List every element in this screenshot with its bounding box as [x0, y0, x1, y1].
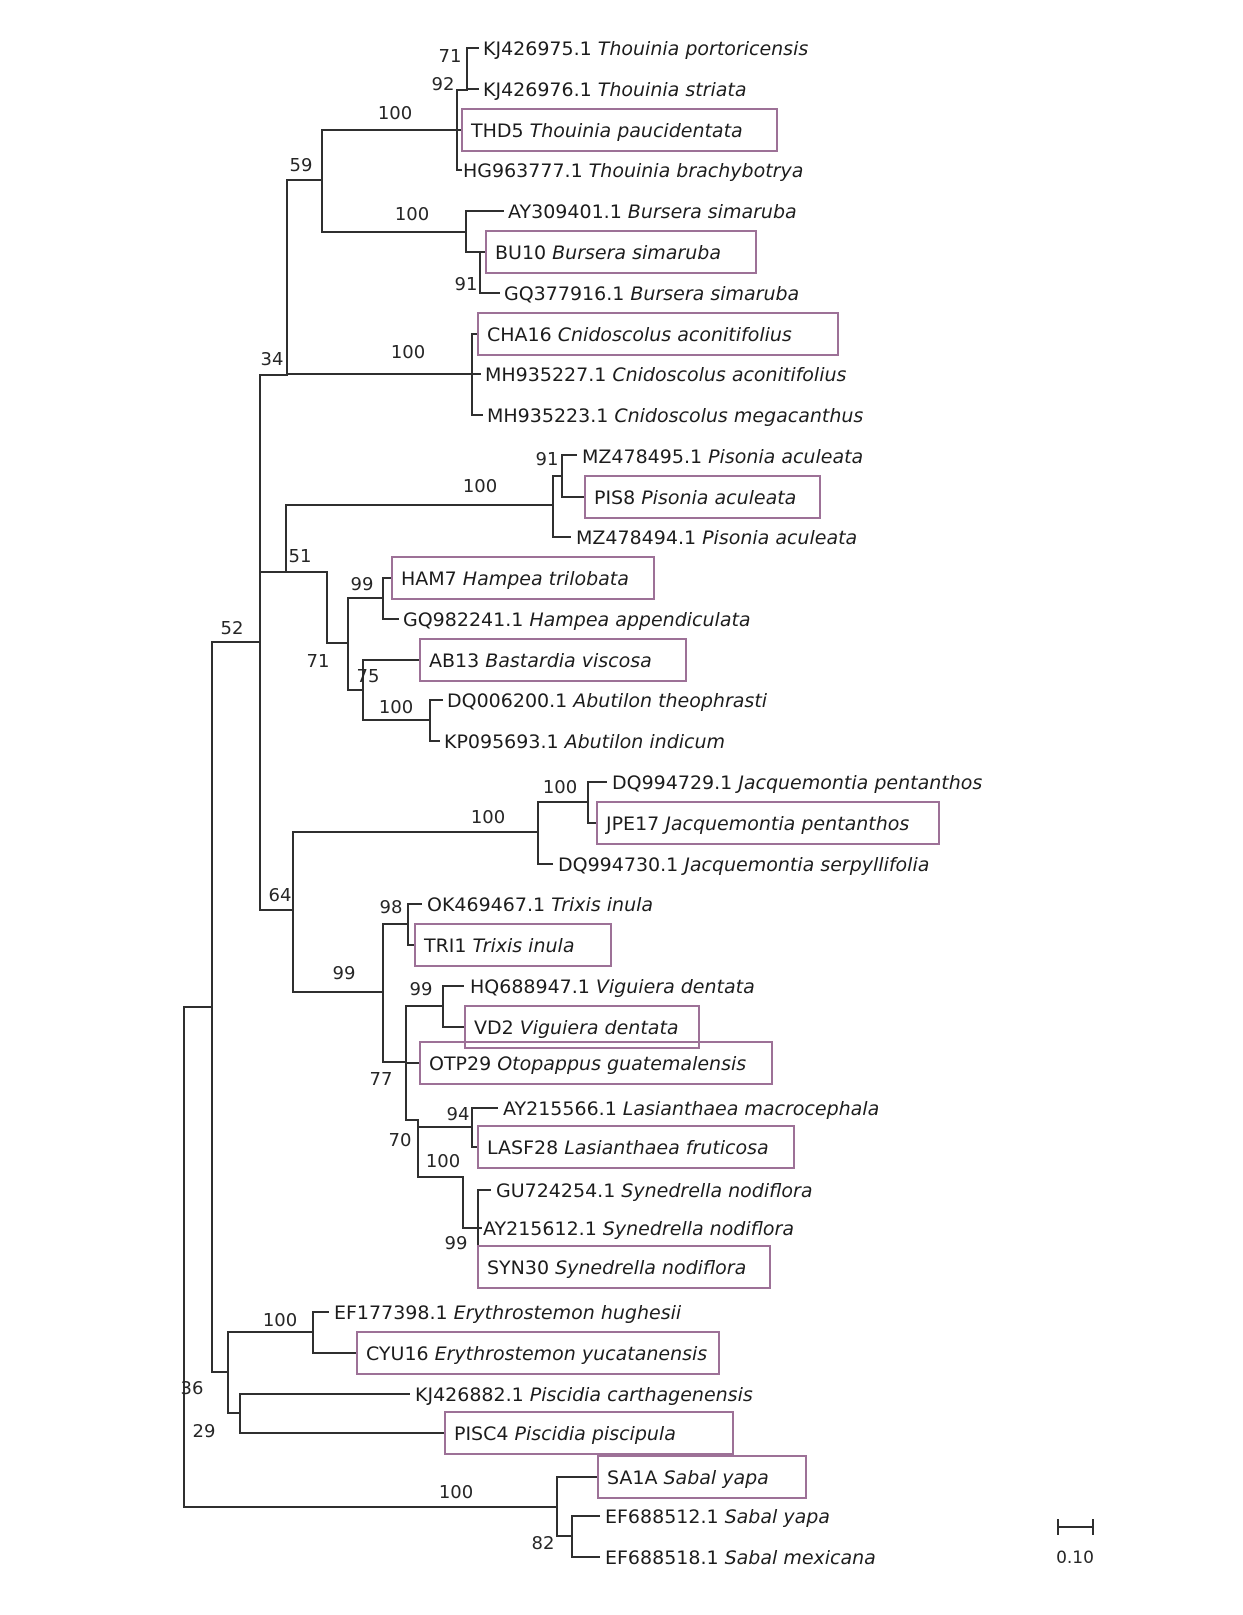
tip-MZ478495: MZ478495.1 Pisonia aculeata: [582, 446, 864, 468]
tip-DQ994730: DQ994730.1 Jacquemontia serpyllifolia: [558, 854, 930, 876]
support-value: 100: [262, 1310, 298, 1331]
tip-AY309401: AY309401.1 Bursera simaruba: [508, 201, 797, 223]
support-value: 82: [531, 1533, 555, 1554]
tip-KJ426975: KJ426975.1 Thouinia portoricensis: [483, 38, 809, 60]
support-value: 100: [438, 1482, 474, 1503]
tip-JPE17: JPE17 Jacquemontia pentanthos: [606, 813, 910, 835]
tip-SYN30: SYN30 Synedrella nodiflora: [487, 1257, 747, 1279]
tip-SA1A: SA1A Sabal yapa: [607, 1467, 769, 1489]
tip-MH935223: MH935223.1 Cnidoscolus megacanthus: [487, 405, 864, 427]
support-value: 100: [470, 807, 506, 828]
tip-LASF28: LASF28 Lasianthaea fruticosa: [487, 1137, 769, 1159]
support-value: 59: [289, 155, 313, 176]
tip-KP095693: KP095693.1 Abutilon indicum: [444, 731, 726, 753]
tip-OK469467: OK469467.1 Trixis inula: [427, 894, 654, 916]
sample-highlight-boxes: [357, 109, 939, 1498]
support-value: 71: [438, 46, 462, 67]
support-value: 100: [394, 204, 430, 225]
support-value: 100: [542, 777, 578, 798]
support-value: 51: [288, 546, 312, 567]
tip-BU10: BU10 Bursera simaruba: [495, 242, 721, 264]
tip-KJ426976: KJ426976.1 Thouinia striata: [483, 79, 747, 101]
tip-KJ426882: KJ426882.1 Piscidia carthagenensis: [415, 1384, 753, 1406]
tip-labels: [334, 38, 982, 1569]
tip-HAM7: HAM7 Hampea trilobata: [401, 568, 629, 590]
tip-AB13: AB13 Bastardia viscosa: [429, 650, 652, 672]
scale-bar-line: [1058, 1520, 1093, 1534]
support-value: 92: [431, 74, 455, 95]
tip-HG963777: HG963777.1 Thouinia brachybotrya: [463, 160, 804, 182]
support-value: 77: [369, 1069, 393, 1090]
tip-PIS8: PIS8 Pisonia aculeata: [594, 487, 797, 509]
tip-MH935227: MH935227.1 Cnidoscolus aconitifolius: [485, 364, 847, 386]
support-value: 98: [379, 897, 403, 918]
tip-AY215566: AY215566.1 Lasianthaea macrocephala: [503, 1098, 880, 1120]
support-value: 99: [409, 979, 433, 1000]
tip-DQ006200: DQ006200.1 Abutilon theophrasti: [447, 690, 768, 712]
tip-EF688518: EF688518.1 Sabal mexicana: [605, 1547, 876, 1569]
support-value: 71: [306, 651, 330, 672]
tip-OTP29: OTP29 Otopappus guatemalensis: [429, 1053, 747, 1075]
support-value: 36: [180, 1378, 204, 1399]
tip-GU724254: GU724254.1 Synedrella nodiflora: [496, 1180, 813, 1202]
tip-GQ982241: GQ982241.1 Hampea appendiculata: [403, 609, 751, 631]
tip-MZ478494: MZ478494.1 Pisonia aculeata: [576, 527, 858, 549]
tip-GQ377916: GQ377916.1 Bursera simaruba: [504, 283, 800, 305]
tip-DQ994729: DQ994729.1 Jacquemontia pentanthos: [612, 772, 983, 794]
support-value: 52: [220, 618, 244, 639]
support-value: 100: [378, 697, 414, 718]
tip-HQ688947: HQ688947.1 Viguiera dentata: [470, 976, 755, 998]
tip-CYU16: CYU16 Erythrostemon yucatanensis: [366, 1343, 708, 1365]
support-value: 100: [390, 342, 426, 363]
tip-PISC4: PISC4 Piscidia piscipula: [454, 1423, 676, 1445]
tip-THD5: THD5 Thouinia paucidentata: [471, 120, 743, 142]
support-value: 94: [446, 1104, 470, 1125]
support-value: 75: [356, 666, 380, 687]
tip-TRI1: TRI1 Trixis inula: [424, 935, 575, 957]
support-value: 99: [444, 1233, 468, 1254]
tip-EF177398: EF177398.1 Erythrostemon hughesii: [334, 1302, 682, 1324]
support-value: 34: [260, 349, 284, 370]
support-value: 99: [332, 963, 356, 984]
support-value: 29: [192, 1421, 216, 1442]
support-value: 99: [350, 574, 374, 595]
scale-bar: [1056, 1520, 1094, 1568]
support-value: 100: [377, 103, 413, 124]
support-value: 70: [388, 1130, 412, 1151]
support-value: 100: [462, 476, 498, 497]
scale-bar-label: 0.10: [1056, 1548, 1094, 1568]
support-value: 100: [425, 1151, 461, 1172]
tip-AY215612: AY215612.1 Synedrella nodiflora: [483, 1218, 794, 1240]
support-value: 91: [454, 274, 478, 295]
support-value: 91: [535, 449, 559, 470]
tip-CHA16: CHA16 Cnidoscolus aconitifolius: [487, 324, 792, 346]
support-value: 64: [268, 885, 292, 906]
tip-EF688512: EF688512.1 Sabal yapa: [605, 1506, 830, 1528]
tree-branches: [184, 48, 606, 1557]
tip-VD2: VD2 Viguiera dentata: [474, 1017, 679, 1039]
